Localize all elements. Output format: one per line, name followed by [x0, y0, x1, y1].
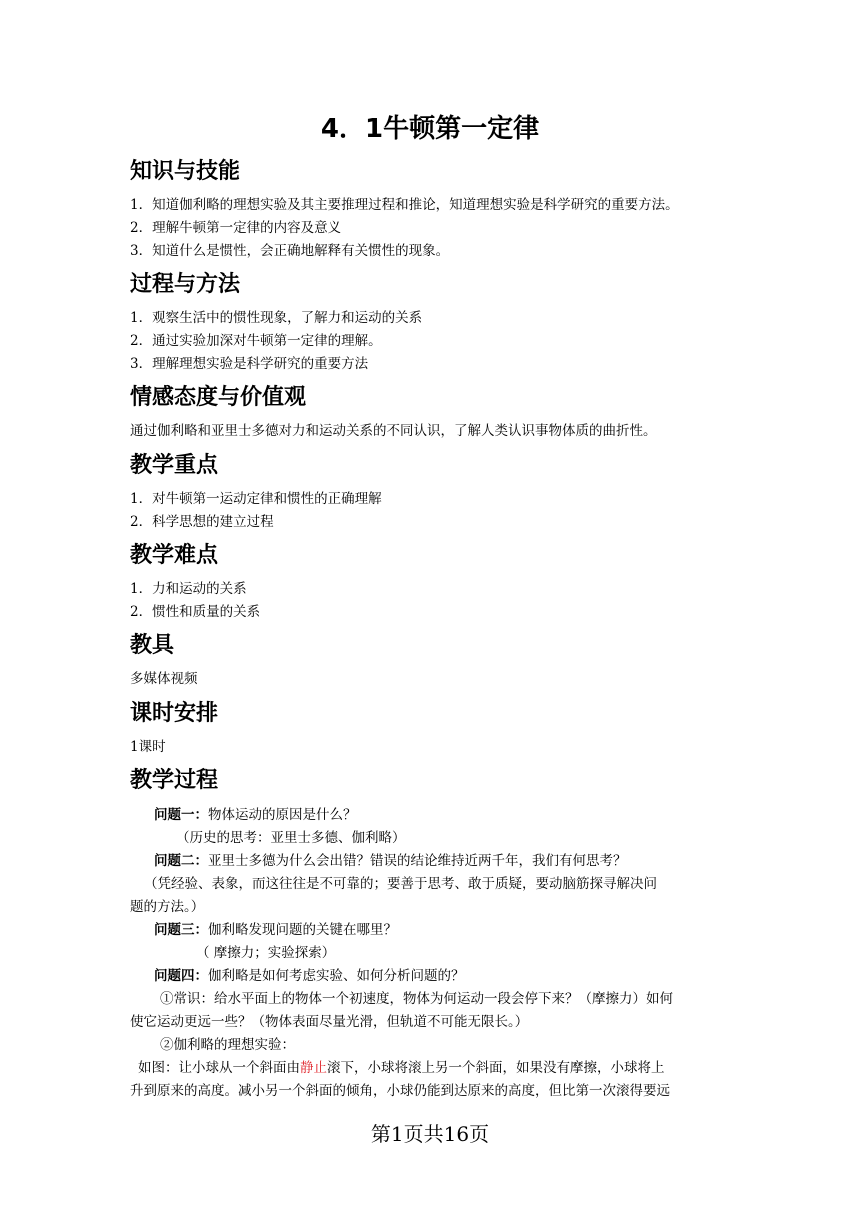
- tools-text: 多媒体视频: [130, 671, 198, 687]
- question-4: [154, 966, 465, 986]
- question-4-text: 伽利略是如何考虑实验、如何分析问题的？: [208, 968, 465, 984]
- highlight-static: 静止: [300, 1060, 327, 1076]
- heading-attitude: 情感态度与价值观: [130, 385, 307, 410]
- page-title: 4．1牛顿第一定律: [320, 114, 540, 144]
- question-4-label: 问题四：: [154, 968, 208, 984]
- question-2-label: 问题二：: [154, 853, 208, 869]
- question-3: [154, 920, 397, 940]
- skills-item-1: 1．知道伽利略的理想实验及其主要推理过程和推论，知道理想实验是科学研究的重要方法。: [130, 197, 679, 213]
- question-1-label: 问题一：: [154, 807, 208, 823]
- common-sense-line-1: ①常识：给水平面上的物体一个初速度，物体为何运动一段会停下来？（摩擦力）如何: [160, 991, 673, 1007]
- question-2-text: 亚里士多德为什么会出错？错误的结论维持近两千年，我们有何思考？: [208, 853, 627, 869]
- common-sense-line-2: 使它运动更远一些？（物体表面尽量光滑，但轨道不可能无限长。）: [130, 1014, 529, 1030]
- heading-process: 过程与方法: [130, 272, 241, 297]
- heading-schedule: 课时安排: [130, 701, 219, 726]
- question-3-label: 问题三：: [154, 922, 208, 938]
- skills-item-2: 2．理解牛顿第一定律的内容及意义: [130, 220, 342, 236]
- question-3-note: （ 摩擦力；实验探索）: [196, 945, 336, 961]
- question-2-note-line-2: 题的方法。）: [130, 899, 205, 915]
- heading-procedure: 教学过程: [130, 768, 219, 793]
- process-item-1: 1．观察生活中的惯性现象，了解力和运动的关系: [130, 310, 423, 326]
- figure-text-after: 滚下，小球将滚上另一个斜面，如果没有摩擦，小球将上: [327, 1060, 665, 1076]
- question-1-note: （历史的思考：亚里士多德、伽利略）: [176, 830, 406, 846]
- figure-text-before: 如图：让小球从一个斜面由: [138, 1060, 300, 1076]
- ideal-experiment-title: ②伽利略的理想实验：: [160, 1037, 295, 1053]
- skills-item-3: 3．知道什么是惯性，会正确地解释有关惯性的现象。: [130, 243, 450, 259]
- heading-tools: 教具: [130, 633, 175, 658]
- difficulty-2: 2．惯性和质量的关系: [130, 604, 261, 620]
- question-1: [154, 805, 357, 825]
- heading-difficulties: 教学难点: [130, 543, 219, 568]
- schedule-text: 1课时: [130, 739, 166, 755]
- figure-description-line-1: [138, 1058, 665, 1078]
- page-footer: 第1页共16页: [370, 1122, 490, 1146]
- question-3-text: 伽利略发现问题的关键在哪里？: [208, 922, 397, 938]
- figure-description-line-2: 升到原来的高度。减小另一个斜面的倾角，小球仍能到达原来的高度，但比第一次滚得要远: [130, 1083, 670, 1099]
- heading-key-points: 教学重点: [130, 453, 219, 478]
- difficulty-1: 1．力和运动的关系: [130, 581, 247, 597]
- question-2: [154, 851, 627, 871]
- heading-skills: 知识与技能: [130, 159, 241, 184]
- question-1-text: 物体运动的原因是什么？: [208, 807, 357, 823]
- process-item-3: 3．理解理想实验是科学研究的重要方法: [130, 356, 369, 372]
- question-2-note-line-1: （凭经验、表象，而这往往是不可靠的；要善于思考、敢于质疑，要动脑筋探寻解决问: [144, 876, 657, 892]
- process-item-2: 2．通过实验加深对牛顿第一定律的理解。: [130, 333, 382, 349]
- key-point-1: 1．对牛顿第一运动定律和惯性的正确理解: [130, 491, 382, 507]
- key-point-2: 2．科学思想的建立过程: [130, 514, 274, 530]
- attitude-text: 通过伽利略和亚里士多德对力和运动关系的不同认识，了解人类认识事物体质的曲折性。: [130, 423, 657, 439]
